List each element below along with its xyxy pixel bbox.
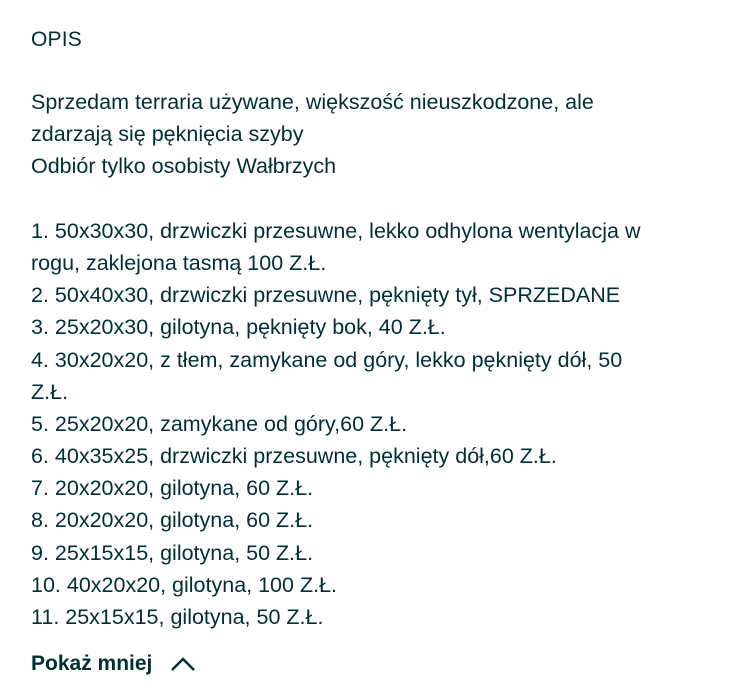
- description-line: 9. 25x15x15, gilotyna, 50 Z.Ł.: [31, 540, 314, 565]
- section-title: OPIS: [31, 28, 82, 51]
- description-line: Z.Ł.: [31, 379, 69, 404]
- description-line: [31, 183, 640, 215]
- show-less-label: Pokaż mniej: [31, 652, 153, 675]
- description-line: Odbiór tylko osobisty Wałbrzych: [31, 154, 337, 179]
- description-line: 8. 20x20x20, gilotyna, 60 Z.Ł.: [31, 508, 314, 533]
- description-line: 10. 40x20x20, gilotyna, 100 Z.Ł.: [31, 572, 337, 597]
- description-line: Sprzedam terraria używane, większość nieuszkodzone, ale: [31, 90, 594, 114]
- description-line: zdarzają się pęknięcia szyby: [31, 122, 304, 147]
- chevron-up-icon: [170, 656, 196, 672]
- description-line: 3. 25x20x30, gilotyna, pęknięty bok, 40 Z.Ł.: [31, 315, 446, 340]
- show-less-button[interactable]: [31, 652, 196, 676]
- description-line: 7. 20x20x20, gilotyna, 60 Z.Ł.: [31, 476, 314, 501]
- description: [31, 86, 640, 633]
- description-line: 1. 50x30x30, drzwiczki przesuwne, lekko odhylona wentylacja w: [31, 218, 641, 243]
- description-line: 6. 40x35x25, drzwiczki przesuwne, pęknięty dół,60 Z.Ł.: [31, 444, 557, 469]
- description-line: 11. 25x15x15, gilotyna, 50 Z.Ł.: [31, 605, 324, 629]
- description-line: 5. 25x20x20, zamykane od góry,60 Z.Ł.: [31, 411, 408, 436]
- description-line: rogu, zaklejona tasmą 100 Z.Ł.: [31, 250, 327, 275]
- description-line: 4. 30x20x20, z tłem, zamykane od góry, lekko pęknięty dół, 50: [31, 347, 623, 372]
- description-line: 2. 50x40x30, drzwiczki przesuwne, pęknięty tył, SPRZEDANE: [31, 283, 621, 308]
